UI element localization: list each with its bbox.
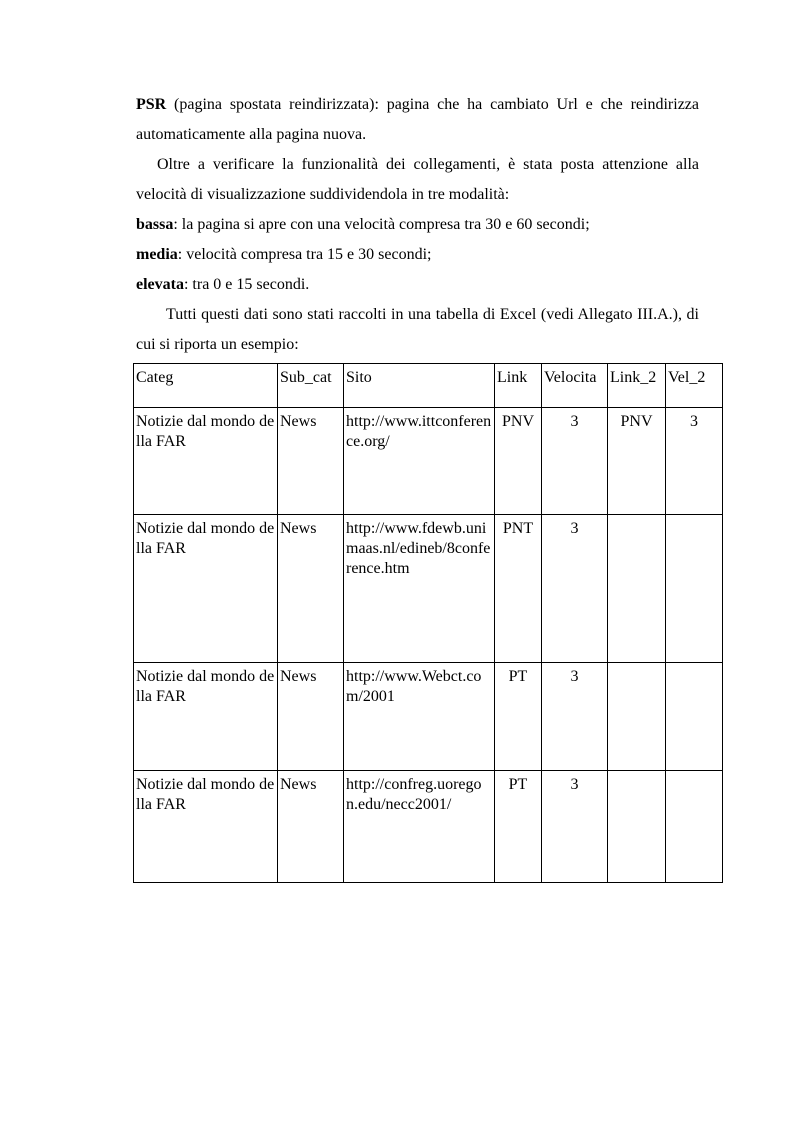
bassa-term: bassa [136, 216, 174, 233]
cell-link: PT [495, 663, 542, 771]
elevata-text: : tra 0 e 15 secondi. [183, 276, 310, 293]
cell-link-2: PNV [608, 408, 666, 515]
media-term: media [136, 246, 178, 263]
bassa-definition [136, 210, 699, 240]
cell-categ: Notizie dal mondo della FAR [134, 663, 278, 771]
header-link: Link [495, 364, 542, 408]
cell-velocita: 3 [542, 408, 608, 515]
cell-vel-2 [666, 771, 723, 883]
cell-sub-cat: News [278, 663, 344, 771]
table-row [134, 663, 723, 771]
cell-categ: Notizie dal mondo della FAR [134, 408, 278, 515]
table-row [134, 515, 723, 663]
header-categ: Categ [134, 364, 278, 408]
cell-categ: Notizie dal mondo della FAR [134, 515, 278, 663]
links-table [133, 363, 723, 883]
cell-sito: http://www.ittconference.org/ [344, 408, 495, 515]
cell-velocita: 3 [542, 771, 608, 883]
cell-link: PNV [495, 408, 542, 515]
cell-link-2 [608, 771, 666, 883]
cell-sito: http://confreg.uoregon.edu/necc2001/ [344, 771, 495, 883]
header-velocita: Velocita [542, 364, 608, 408]
cell-velocita: 3 [542, 515, 608, 663]
cell-link-2 [608, 663, 666, 771]
intro-paragraph: Oltre a verificare la funzionalità dei collegamenti, è stata posta attenzione alla velocità di visualizzazione suddividendola in tre modalità: [136, 156, 699, 203]
table-header-row [134, 364, 723, 408]
cell-sub-cat: News [278, 515, 344, 663]
header-vel-2: Vel_2 [666, 364, 723, 408]
psr-definition [136, 90, 699, 150]
header-sito: Sito [344, 364, 495, 408]
table-row [134, 408, 723, 515]
cell-sito: http://www.fdewb.unimaas.nl/edineb/8conference.htm [344, 515, 495, 663]
elevata-term: elevata [136, 276, 184, 293]
document-body [136, 90, 699, 360]
bassa-text: : la pagina si apre con una velocità compresa tra 30 e 60 secondi; [173, 216, 590, 233]
cell-vel-2: 3 [666, 408, 723, 515]
cell-vel-2 [666, 515, 723, 663]
media-definition [136, 240, 699, 270]
cell-link: PT [495, 771, 542, 883]
media-text: : velocità compresa tra 15 e 30 secondi; [177, 246, 432, 263]
elevata-definition [136, 270, 699, 300]
psr-term: PSR [136, 96, 167, 113]
cell-velocita: 3 [542, 663, 608, 771]
cell-sub-cat: News [278, 408, 344, 515]
cell-vel-2 [666, 663, 723, 771]
header-link-2: Link_2 [608, 364, 666, 408]
excel-paragraph: Tutti questi dati sono stati raccolti in una tabella di Excel (vedi Allegato III.A.), di cui si riporta un esempio: [136, 306, 699, 353]
cell-link-2 [608, 515, 666, 663]
header-sub-cat: Sub_cat [278, 364, 344, 408]
table-row [134, 771, 723, 883]
cell-categ: Notizie dal mondo della FAR [134, 771, 278, 883]
cell-sub-cat: News [278, 771, 344, 883]
psr-text: (pagina spostata reindirizzata): pagina che ha cambiato Url e che reindirizza automaticamente alla pagina nuova. [136, 96, 699, 143]
cell-link: PNT [495, 515, 542, 663]
cell-sito: http://www.Webct.com/2001 [344, 663, 495, 771]
